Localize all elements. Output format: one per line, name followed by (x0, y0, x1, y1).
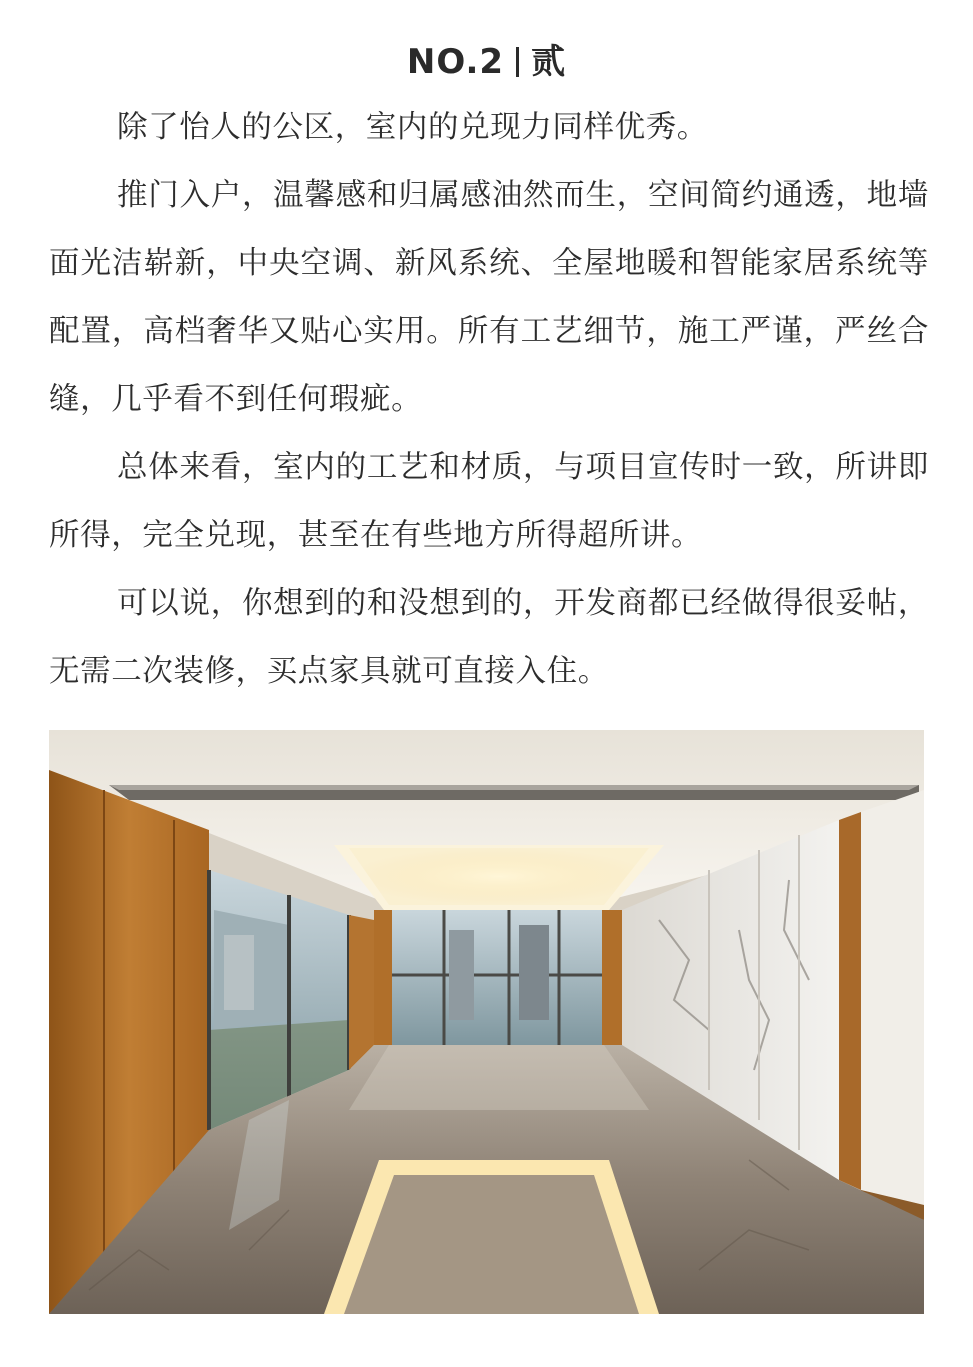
paragraph-intro: 除了怡人的公区，室内的兑现力同样优秀。 (117, 110, 708, 145)
section-chinese-number: 贰 (531, 42, 567, 82)
paragraph-entry: 推门入户，温馨感和归属感油然而生，空间简约通透，地墙面光洁崭新，中央空调、新风系统、全屋地暖和智能家居系统等配置，高档奢华又贴心实用。所有工艺细节，施工严谨，严丝合缝，几乎看不到任何瑕疵。 (49, 178, 929, 417)
paragraph-conclusion: 可以说，你想到的和没想到的，开发商都已经做得很妥帖，无需二次装修，买点家具就可直接入住。 (49, 586, 929, 689)
heading-divider (516, 47, 519, 77)
section-number: NO.2 (406, 42, 505, 82)
interior-living-room-photo (49, 730, 924, 1314)
article-body (49, 94, 929, 706)
section-heading (0, 38, 973, 86)
paragraph-overall: 总体来看，室内的工艺和材质，与项目宣传时一致，所讲即所得，完全兑现，甚至在有些地方所得超所讲。 (49, 450, 929, 553)
